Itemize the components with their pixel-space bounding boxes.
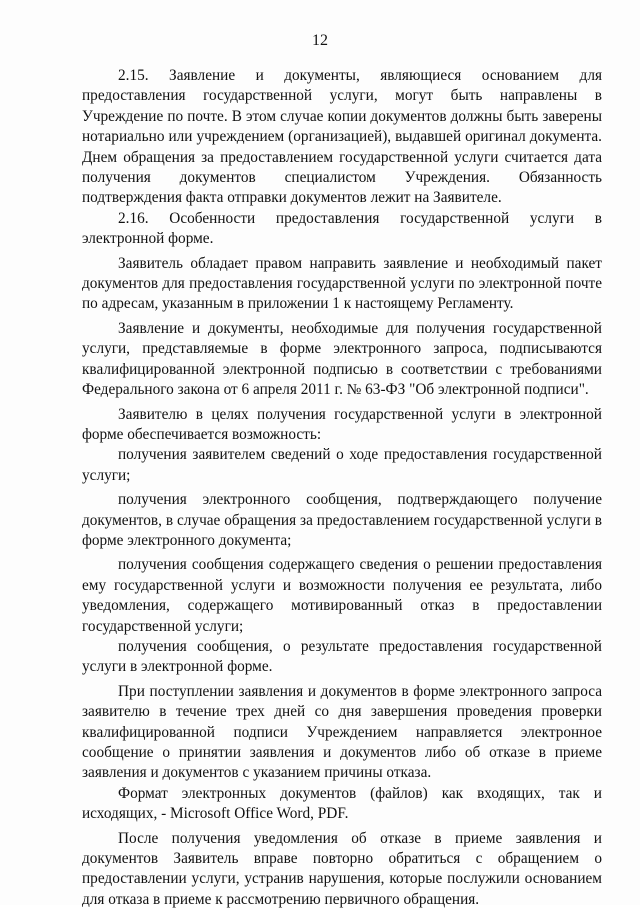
paragraph-applicant-possibilities: Заявителю в целях получения государственной услуги в электронной форме обеспечивается возможность: — [82, 405, 602, 443]
paragraph-file-format: Формат электронных документов (файлов) как входящих, так и исходящих, - Microsoft Office Word, PDF. — [82, 784, 602, 823]
paragraph-electronic-signature: Заявление и документы, необходимые для получения государственной услуги, представляемые в форме электронного запроса, подписываются квалифицированной электронной подписью в соответствии с требованиями Федерального закона от 6 апреля 2011 г. № 63-ФЗ "Об электронной подписи". — [82, 319, 602, 399]
page-number: 12 — [312, 32, 328, 49]
paragraph-electronic-request-processing: При поступлении заявления и документов в форме электронного запроса заявителю в течение трех дней со дня завершения проведения проверки квалифицированной подписи Учреждением направляется электронное сообщение о принятии заявления и документов либо об отказе в приеме заявления и документов с указанием причины отказа. — [82, 682, 602, 782]
paragraph-repeat-request: После получения уведомления об отказе в приеме заявления и документов Заявитель вправе повторно обратиться с обращением о предоставлении услуги, устранив нарушения, которые послужили основанием для отказа в приеме к рассмотрению первичного обращения. — [82, 829, 602, 908]
paragraph-2-16-heading: 2.16. Особенности предоставления государственной услуги в электронной форме. — [82, 209, 602, 248]
document-body — [82, 66, 602, 910]
paragraph-2-15: 2.15. Заявление и документы, являющиеся основанием для предоставления государственной услуги, могут быть направлены в Учреждение по почте. В этом случае копии документов должны быть заверены нотариально или учреждением (организацией), выдавшей оригинал документа. Днем обращения за предоставлением государственной услуги считается дата получения документов специалистом Учреждения. Обязанность подтверждения факта отправки документов лежит на Заявителе. — [82, 67, 602, 207]
list-item-result-message: получения сообщения, о результате предоставления государственной услуги в электронной форме. — [82, 637, 602, 676]
list-item-decision-message: получения сообщения содержащего сведения о решении предоставления ему государственной услуги и возможности получения ее результата, либо уведомления, содержащего мотивированный отказ в предоставлении государственной услуги; — [82, 556, 602, 635]
list-item-receipt-confirmation: получения электронного сообщения, подтверждающего получение документов, в случае обращения за предоставлением государственной услуги в форме электронного документа; — [82, 491, 602, 549]
paragraph-email-submission: Заявитель обладает правом направить заявление и необходимый пакет документов для предоставления государственной услуги по электронной почте по адресам, указанным в приложении 1 к настоящему Регламенту. — [82, 254, 602, 313]
list-item-status-info: получения заявителем сведений о ходе предоставления государственной услуги; — [82, 446, 602, 484]
